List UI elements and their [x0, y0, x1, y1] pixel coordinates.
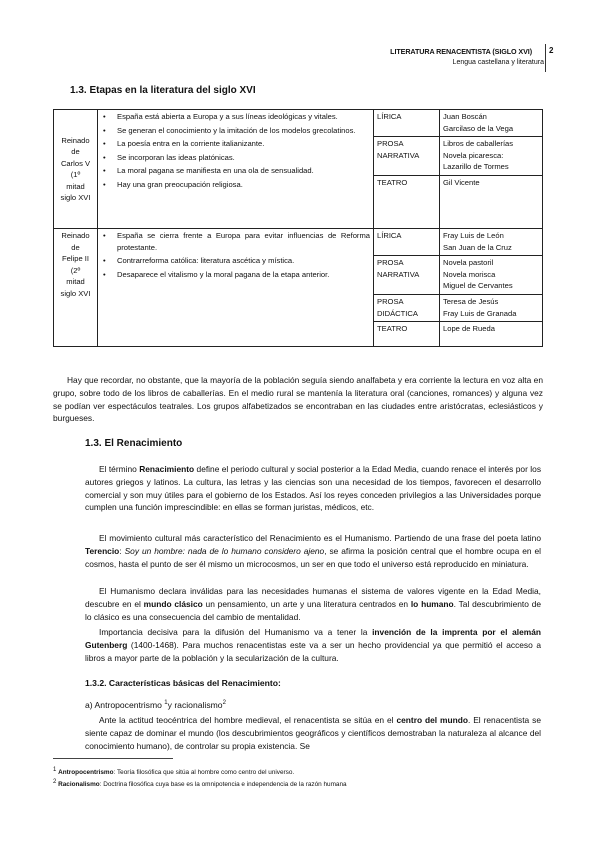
authors-cell: Teresa de Jesús Fray Luis de Granada — [440, 295, 543, 322]
features-cell — [98, 229, 374, 347]
list-item: • La moral pagana se manifiesta en una ola de sensualidad. — [117, 165, 370, 177]
paragraph: El término Renacimiento define el periodo cultural y social posterior a la Edad Media, cuando renace el interés por los autores griegos y latinos. La cultura, las letras y las ciencias son una necesidad de los tiempos, favorecen el desarrollo comercial y son muy útiles para el gobierno de los Estados. Así los reyes conceden privilegios a las Universidades porque cumplen una función imprescindible: en ellas se forman juristas, médicos, etc. — [85, 464, 542, 513]
paragraph: Importancia decisiva para la difusión del Humanismo va a tener la invención de la imprenta por el alemán Gutenberg (1400-1468). Para muchos renacentistas este va a ser un hecho providencial ya que permitió el acceso a libros a mayor parte de la población y la secularización de la cultura. — [85, 627, 541, 663]
genre-cell: PROSA DIDÁCTICA — [374, 295, 440, 322]
page-number: 2 — [549, 46, 554, 55]
header-divider — [545, 44, 546, 72]
genre-cell: TEATRO — [374, 176, 440, 229]
authors-cell: Juan Boscán Garcilaso de la Vega — [440, 110, 543, 137]
reinado-cell: Reinado de Felipe II (2º mitad siglo XVI — [54, 229, 98, 347]
etapas-table — [53, 109, 543, 347]
genre-cell: LÍRICA — [374, 229, 440, 256]
list-item: • Contrarreforma católica: literatura ascética y mística. — [117, 255, 370, 267]
footnote: $^2$ Racionalismo: Doctrina filosófica cuya base es la omnipotencia e independencia de la razón humana — [53, 779, 347, 789]
table-row — [54, 229, 543, 256]
genre-cell: PROSA NARRATIVA — [374, 137, 440, 176]
genre-cell: TEATRO — [374, 322, 440, 347]
authors-cell: Fray Luis de León San Juan de la Cruz — [440, 229, 543, 256]
list-item: • Se incorporan las ideas platónicas. — [117, 152, 370, 164]
list-item: • La poesía entra en la corriente italianizante. — [117, 138, 370, 150]
genre-cell: PROSA NARRATIVA — [374, 256, 440, 295]
document-subtitle: Lengua castellana y literatura — [452, 59, 544, 66]
table-row — [54, 110, 543, 137]
paragraph: El movimiento cultural más característico del Renacimiento es el Humanismo. Partiendo de una frase del poeta latino Terencio: Soy un hombre: nada de lo humano considero ajeno, se afirma la posición central que el hombre ocupa en el cosmos, hasta el punto de ser él mismo un microcosmos, un ser en que todo el universo está reproducido en miniatura. — [85, 533, 541, 569]
list-item: • España se cierra frente a Europa para evitar influencias de Reforma protestante. — [117, 230, 370, 253]
section-heading-caracteristicas: 1.3.2. Características básicas del Renacimiento: — [85, 678, 281, 688]
section-heading-etapas: 1.3. Etapas en la literatura del siglo XVI — [70, 85, 256, 96]
authors-cell: Gil Vicente — [440, 176, 543, 229]
list-item: • Se generan el conocimiento y la imitación de los modelos grecolatinos. — [117, 125, 370, 137]
paragraph: Ante la actitud teocéntrica del hombre medieval, el renacentista se sitúa en el centro del mundo. El renacentista se siente capaz de dominar el mundo (los descubrimientos geográficos y científicos demostraban la naturaleza al alcance del conocimiento humano), de controlar su propia existencia. Se — [85, 715, 541, 751]
reinado-cell: Reinado de Carlos V (1º mitad siglo XVI — [54, 110, 98, 229]
footnote-divider — [53, 758, 173, 759]
genre-cell: LÍRICA — [374, 110, 440, 137]
subsection-heading: a) Antropocentrismo $^1$y racionalismo$^2$ — [85, 700, 226, 710]
list-item: • Hay una gran preocupación religiosa. — [117, 179, 370, 191]
paragraph: Hay que recordar, no obstante, que la mayoría de la población seguía siendo analfabeta y era corriente la lectura en voz alta en grupo, sobre todo de los libros de caballerías. En el medio rural se mantenía la literatura oral (canciones, romances) y alguna vez se podían ver espectáculos teatrales. Los grupos alfabetizados se encontraban en las ciudades entre aristócratas, eclesiásticos y burgueses. — [53, 375, 543, 424]
paragraph: El Humanismo declara inválidas para las necesidades humanas el sistema de valores vigente en la Edad Media, descubre en el mundo clásico un pensamiento, un arte y una literatura centrados en lo humano. Tal descubrimiento de lo clásico es una consecuencia del cambio de mentalidad. — [85, 586, 542, 622]
authors-cell: Libros de caballerías Novela picaresca: Lazarillo de Tormes — [440, 137, 543, 176]
authors-cell: Novela pastoril Novela morisca Miguel de Cervantes — [440, 256, 543, 295]
document-title: LITERATURA RENACENTISTA (SIGLO XVI) — [390, 47, 532, 56]
authors-cell: Lope de Rueda — [440, 322, 543, 347]
list-item: • Desaparece el vitalismo y la moral pagana de la etapa anterior. — [117, 269, 370, 281]
footnote: $^1$ Antropocentrismo: Teoría filosófica que sitúa al hombre como centro del universo. — [53, 767, 295, 777]
list-item: • España está abierta a Europa y a sus líneas ideológicas y vitales. — [117, 111, 370, 123]
features-cell — [98, 110, 374, 229]
section-heading-renacimiento: 1.3. El Renacimiento — [85, 438, 183, 449]
